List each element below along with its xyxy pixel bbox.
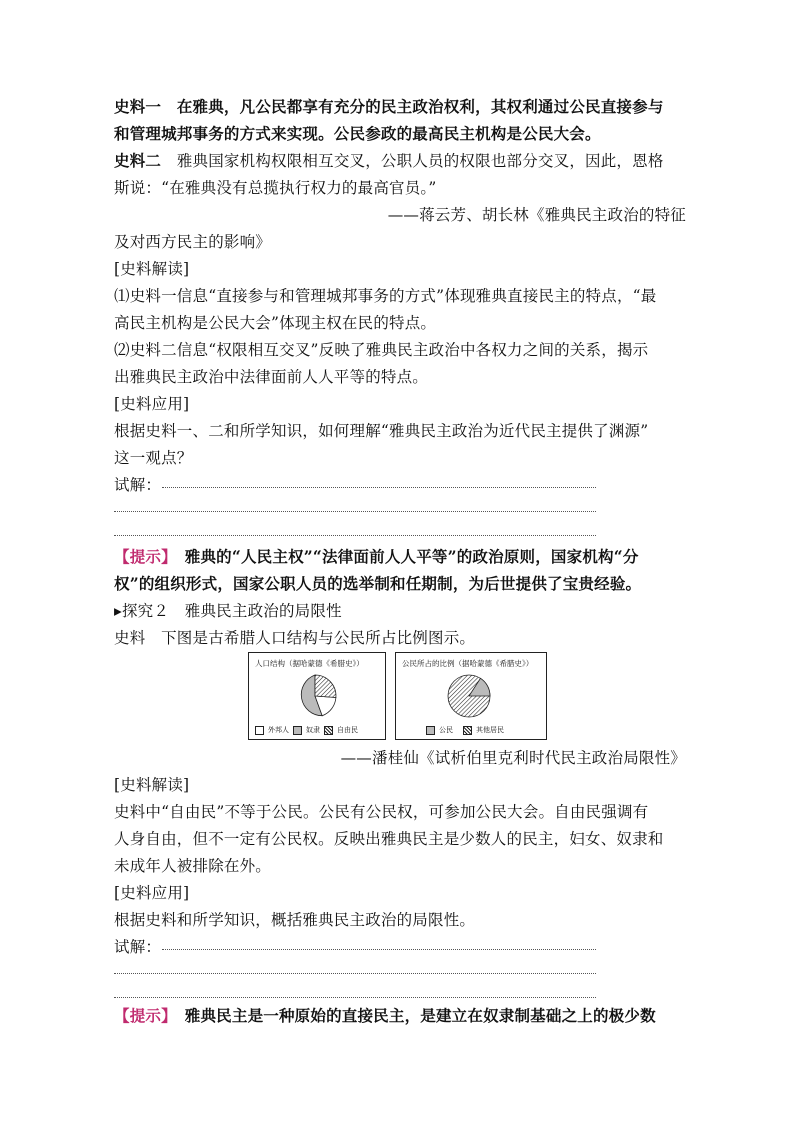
legend-label: 自由民 — [337, 726, 358, 734]
legend-swatch-freemen — [324, 726, 333, 735]
interpretation-heading-2: [史料解读] — [114, 776, 190, 794]
application-heading-2: [史料应用] — [114, 884, 190, 902]
legend-label: 其他居民 — [476, 726, 504, 734]
population-structure-figure — [248, 652, 386, 740]
source-one-line-1 — [114, 95, 686, 119]
source-two-text: 雅典国家机构权限相互交叉，公职人员的权限也部分交叉，因此，恩格 — [176, 152, 664, 170]
try-answer-label-2: 试解： — [114, 938, 162, 956]
source-material-text: 下图是古希腊人口结构与公民所占比例图示。 — [161, 629, 476, 647]
citation-two: ——潘桂仙《试析伯里克利时代民主政治局限性》 — [340, 749, 686, 767]
hint-two-text: 雅典民主是一种原始的直接民主，是建立在奴隶制基础之上的极少数 — [184, 1006, 656, 1025]
application-1a: 根据史料一、二和所学知识，如何理解“雅典民主政治为近代民主提供了渊源” — [114, 422, 649, 440]
interpretation-1d: 出雅典民主政治中法律面前人人平等的特点。 — [114, 368, 429, 386]
population-legend — [255, 725, 358, 735]
answer-line[interactable] — [114, 973, 596, 974]
answer-line[interactable] — [114, 535, 596, 536]
source-material-label: 史料 — [114, 629, 146, 647]
legend-label: 公民 — [439, 726, 453, 734]
population-figure-title: 人口结构（据哈蒙德《希腊史》） — [255, 659, 364, 668]
answer-line[interactable] — [162, 487, 596, 488]
citizen-legend — [426, 725, 504, 735]
source-one-label: 史料一 — [114, 97, 162, 116]
citation-one-line-2: 及对西方民主的影响》 — [114, 233, 272, 251]
hint-label: 【提示】 — [114, 1006, 170, 1025]
legend-swatch-citizens — [426, 726, 435, 735]
citizen-figure-title: 公民所占的比例（据哈蒙德《希腊史》） — [402, 659, 534, 668]
source-two-label: 史料二 — [114, 151, 162, 170]
source-two-line-1 — [114, 149, 686, 173]
source-one-line-2: 和管理城邦事务的方式来实现。公民参政的最高民主机构是公民大会。 — [114, 124, 601, 143]
legend-label: 外邦人 — [268, 726, 289, 734]
application-2a: 根据史料和所学知识，概括雅典民主政治的局限性。 — [114, 911, 476, 929]
source-one-text: 在雅典，凡公民都享有充分的民主政治权利，其权利通过公民直接参与 — [176, 97, 664, 116]
answer-line[interactable] — [114, 997, 596, 998]
explore-two-heading: ▸探究２ 雅典民主政治的局限性 — [114, 602, 342, 620]
interpretation-1a: ⑴史料一信息“直接参与和管理城邦事务的方式”体现雅典直接民主的特点，“最 — [114, 287, 657, 305]
hint-one-line-2: 权”的组织形式，国家公职人员的选举制和任期制，为后世提供了宝贵经验。 — [114, 574, 642, 593]
source-material-line — [114, 626, 686, 650]
pie-slice-freemen — [315, 675, 336, 698]
source-two-line-2: 斯说：“在雅典没有总揽执行权力的最高官员。” — [114, 179, 437, 197]
legend-swatch-slaves — [293, 726, 302, 735]
hint-one-line-1 — [114, 545, 686, 569]
application-1b: 这一观点？ — [114, 449, 193, 467]
legend-swatch-foreigners — [255, 726, 264, 735]
interpretation-1b: 高民主机构是公民大会”体现主权在民的特点。 — [114, 314, 437, 332]
citizen-proportion-figure — [395, 652, 547, 740]
answer-line[interactable] — [114, 511, 596, 512]
answer-line[interactable] — [162, 949, 596, 950]
hint-one-text: 雅典的“人民主权”“法律面前人人平等”的政治原则，国家机构“分 — [184, 547, 639, 566]
interpretation-heading-1: [史料解读] — [114, 260, 190, 278]
legend-swatch-other-residents — [463, 726, 472, 735]
legend-label: 奴隶 — [306, 726, 320, 734]
interpretation-2c: 未成年人被排除在外。 — [114, 857, 272, 875]
citation-one-line-1: ——蒋云芳、胡长林《雅典民主政治的特征 — [387, 206, 686, 224]
hint-two-line-1 — [114, 1004, 686, 1028]
hint-label: 【提示】 — [114, 547, 170, 566]
application-heading-1: [史料应用] — [114, 395, 190, 413]
interpretation-1c: ⑵史料二信息“权限相互交叉”反映了雅典民主政治中各权力之间的关系，揭示 — [114, 341, 649, 359]
interpretation-2b: 人身自由，但不一定有公民权。反映出雅典民主是少数人的民主，妇女、奴隶和 — [114, 830, 664, 848]
try-answer-label-1: 试解： — [114, 476, 162, 494]
interpretation-2a: 史料中“自由民”不等于公民。公民有公民权，可参加公民大会。自由民强调有 — [114, 803, 649, 821]
